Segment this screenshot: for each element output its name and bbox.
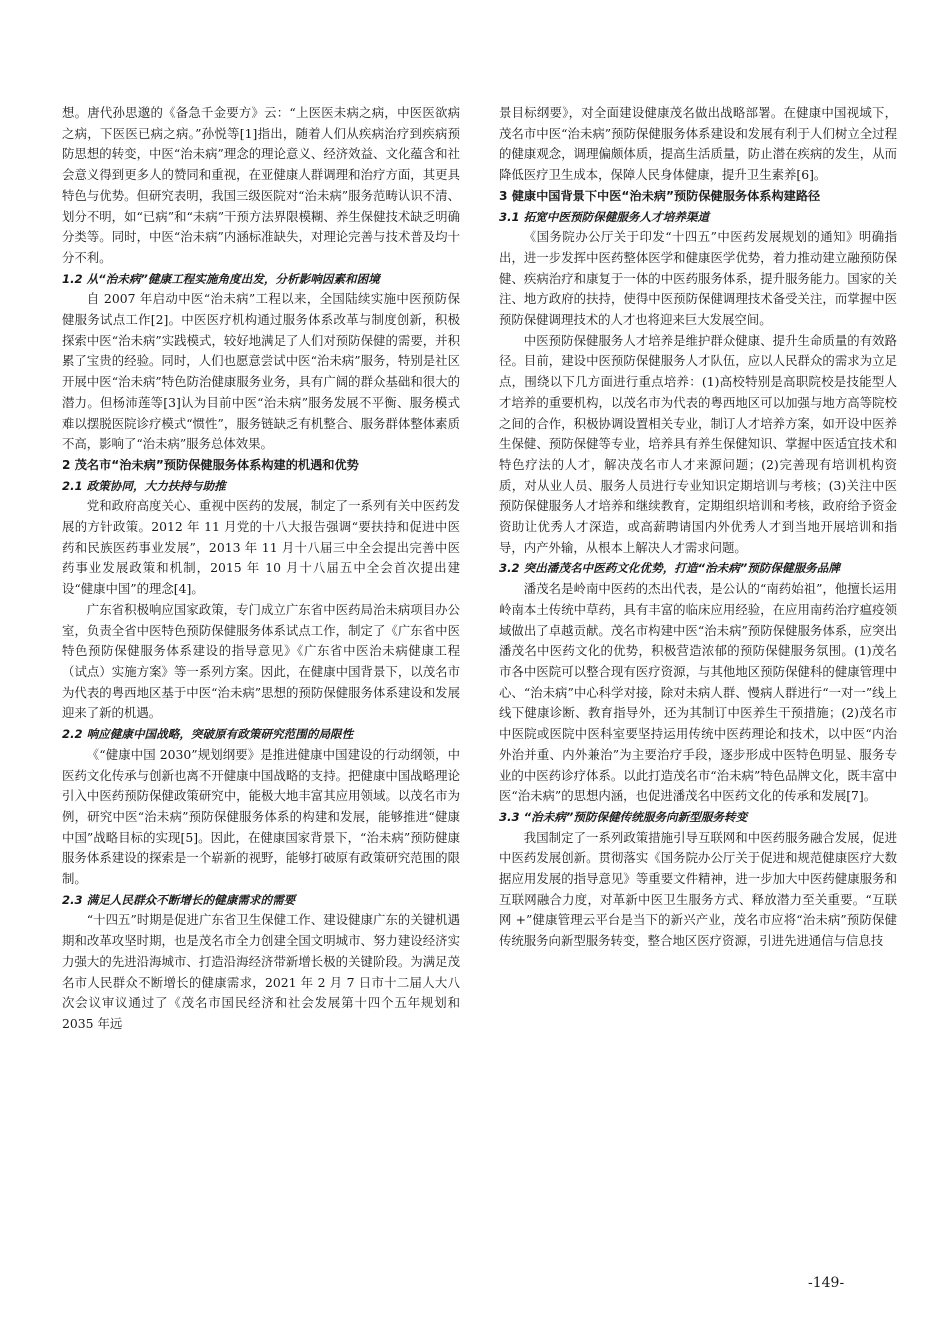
section-heading-3-2: 3.2 突出潘茂名中医药文化优势，打造“治未病”预防保健服务品牌 [499, 561, 840, 576]
section-heading-1-2: 1.2 从“治未病”健康工程实施角度出发，分析影响因素和困境 [62, 271, 380, 286]
paragraph: 想。唐代孙思邈的《备急千金要方》云：“上医医未病之病，中医医欲病之病，下医医已病之病。”孙悦等[1]指出，随着人们从疾病治疗到疾病预防思想的转变，中医“治未病”理念的理论意义、经济效益、文化蕴含和社会意义得到更多人的赞同和重视，在亚健康人群调理和治疗方面，其更具特色与优势。但研究表明，我国三级医院对“治未病”服务范畴认识不清、划分不明，如“已病”和“未病”干预方法界限模糊、养生保健技术缺乏明确分类等。同时，中医“治未病”内涵标准缺失，对理论完善与技术普及均十分不利。 [62, 105, 460, 265]
paragraph: 自 2007 年启动中医“治未病”工程以来，全国陆续实施中医预防保健服务试点工作[2]。中医医疗机构通过服务体系改革与制度创新，积极探索中医“治未病”实践模式，较好地满足了人们对预防保健的需要，并积累了宝贵的经验。同时，人们也愿意尝试中医“治未病”服务，特别是社区开展中医“治未病”特色防治健康服务业务，具有广阔的群众基础和很大的潜力。但杨沛莲等[3]认为目前中医“治未病”服务发展不平衡、服务模式难以摆脱医院诊疗模式“惯性”，服务链缺乏有机整合、服务群体整体素质不高，影响了“治未病”服务总体效果。 [62, 291, 460, 452]
section-heading-2-1: 2.1 政策协同，大力扶持与助推 [62, 478, 226, 493]
section-heading-2: 2 茂名市“治未病”预防保健服务体系构建的机遇和优势 [62, 457, 359, 472]
page-number: -149- [808, 1275, 845, 1291]
section-heading-2-3: 2.3 满足人民群众不断增长的健康需求的需要 [62, 892, 296, 907]
paragraph: “十四五”时期是促进广东省卫生保健工作、建设健康广东的关键机遇期和改革攻坚时期，也是茂名市全力创建全国文明城市、努力建设经济实力强大的先进沿海城市、打造沿海经济带新增长极的关键阶段。为满足茂名市人民群众不断增长的健康需求，2021 年 2 月 7 日市十二届人大八次会议审议通过了《茂名市国民经济和社会发展第十四个五年规划和 2035 年远 [62, 912, 460, 1031]
paragraph: 中医预防保健服务人才培养是维护群众健康、提升生命质量的有效路径。目前，建设中医预防保健服务人才队伍，应以人民群众的需求为立足点，围绕以下几方面进行重点培养：(1)高校特别是高职院校是技能型人才培养的重要机构，以茂名市为代表的粤西地区可以加强与地方高等院校之间的合作，积极协调设置相关专业，制订人才培养方案，如开设中医养生保健、预防保健等专业，培养具有养生保健知识、掌握中医适宜技术和特色疗法的人才，解决茂名市人才来源问题；(2)完善现有培训机构资质，对从业人员、服务人员进行专业知识定期培训与考核；(3)关注中医预防保健服务人才培养和继续教育，定期组织培训和考核，政府给予资金资助让优秀人才深造，或高薪聘请国内外优秀人才到当地开展培训和指导，内产外输，从根本上解决人才需求问题。 [499, 332, 897, 555]
paragraph: 《“健康中国 2030”规划纲要》是推进健康中国建设的行动纲领，中医药文化传承与创新也离不开健康中国战略的支持。把健康中国战略理论引入中医药预防保健政策研究中，能极大地丰富其应用领域。以茂名市为例，研究中医“治未病”预防保健服务体系的构建和发展，能够推进“健康中国”战略目标的实现[5]。因此，在健康国家背景下，“治未病”预防健康服务体系建设的探索是一个崭新的视野，能够打破原有政策研究范围的限制。 [62, 746, 460, 887]
paragraph: 党和政府高度关心、重视中医药的发展，制定了一系列有关中医药发展的方针政策。2012 年 11 月党的十八大报告强调“要扶持和促进中医药和民族医药事业发展”，2013 年 11 月十八届三中全会提出完善中医药事业发展政策和机制，2015 年 10 月十八届五中全会首次提出建设“健康中国”的理念[4]。 [62, 498, 460, 597]
paragraph: 潘茂名是岭南中医药的杰出代表，是公认的“南药始祖”，他擅长运用岭南本土传统中草药，具有丰富的临床应用经验，在应用南药治疗瘟疫领域做出了卓越贡献。茂名市构建中医“治未病”预防保健服务体系，应突出潘茂名中医药文化的优势，积极营造浓郁的预防保健服务氛围。(1)茂名市各中医院可以整合现有医疗资源，与其他地区预防保健科的健康管理中心、“治未病”中心科学对接，除对未病人群、慢病人群进行“一对一”线上线下健康诊断、教育指导外，还为其制订中医养生干预措施；(2)茂名市中医院或医院中医科室要坚持运用传统中医药理论和技术，以中医“内治外治并重、内外兼治”为主要治疗手段，逐步形成中医特色明显、服务专业的中医药诊疗体系。以此打造茂名市“治未病”特色品牌文化，既丰富中医“治未病”的思想内涵，也促进潘茂名中医药文化的传承和发展[7]。 [499, 581, 897, 804]
paragraph: 广东省积极响应国家政策，专门成立广东省中医药局治未病项目办公室，负责全省中医特色预防保健服务体系试点工作，制定了《广东省中医特色预防保健服务体系建设的指导意见》《广东省中医治未病健康工程（试点）实施方案》等一系列方案。因此，在健康中国背景下，以茂名市为代表的粤西地区基于中医“治未病”思想的预防保健服务体系建设和发展迎来了新的机遇。 [62, 601, 460, 721]
section-heading-3-3: 3.3 “治未病”预防保健传统服务向新型服务转变 [499, 809, 748, 824]
paragraph: 景目标纲要》，对全面建设健康茂名做出战略部署。在健康中国视域下，茂名市中医“治未病”预防保健服务体系建设和发展有利于人们树立全过程的健康观念，调理偏颇体质，提高生活质量，防止潜在疾病的发生，从而降低医疗卫生成本，保障人民身体健康，提升卫生素养[6]。 [499, 105, 897, 183]
section-heading-2-2: 2.2 响应健康中国战略，突破原有政策研究范围的局限性 [62, 727, 354, 742]
section-heading-3-1: 3.1 拓宽中医预防保健服务人才培养渠道 [499, 209, 710, 224]
paragraph: 我国制定了一系列政策措施引导互联网和中医药服务融合发展，促进中医药发展创新。贯彻落实《国务院办公厅关于促进和规范健康医疗大数据应用发展的指导意见》等重要文件精神，进一步加大中医药健康服务和互联网融合力度，对革新中医卫生服务方式、释放潜力至关重要。“互联网 +”健康管理云平台是当下的新兴产业，茂名市应将“治未病”预防保健传统服务向新型服务转变，整合地区医疗资源，引进先进通信与信息技 [499, 829, 897, 949]
right-column [499, 103, 897, 952]
left-column [62, 103, 460, 1035]
section-heading-3: 3 健康中国背景下中医“治未病”预防保健服务体系构建路径 [499, 188, 821, 203]
paragraph: 《国务院办公厅关于印发“十四五”中医药发展规划的通知》明确指出，进一步发挥中医药整体医学和健康医学优势，着力推动建立融预防保健、疾病治疗和康复于一体的中医药服务体系，提升服务能力。国家的关注、地方政府的扶持，使得中医预防保健调理技术备受关注，而掌握中医预防保健调理技术的人才也将迎来巨大发展空间。 [499, 229, 897, 328]
